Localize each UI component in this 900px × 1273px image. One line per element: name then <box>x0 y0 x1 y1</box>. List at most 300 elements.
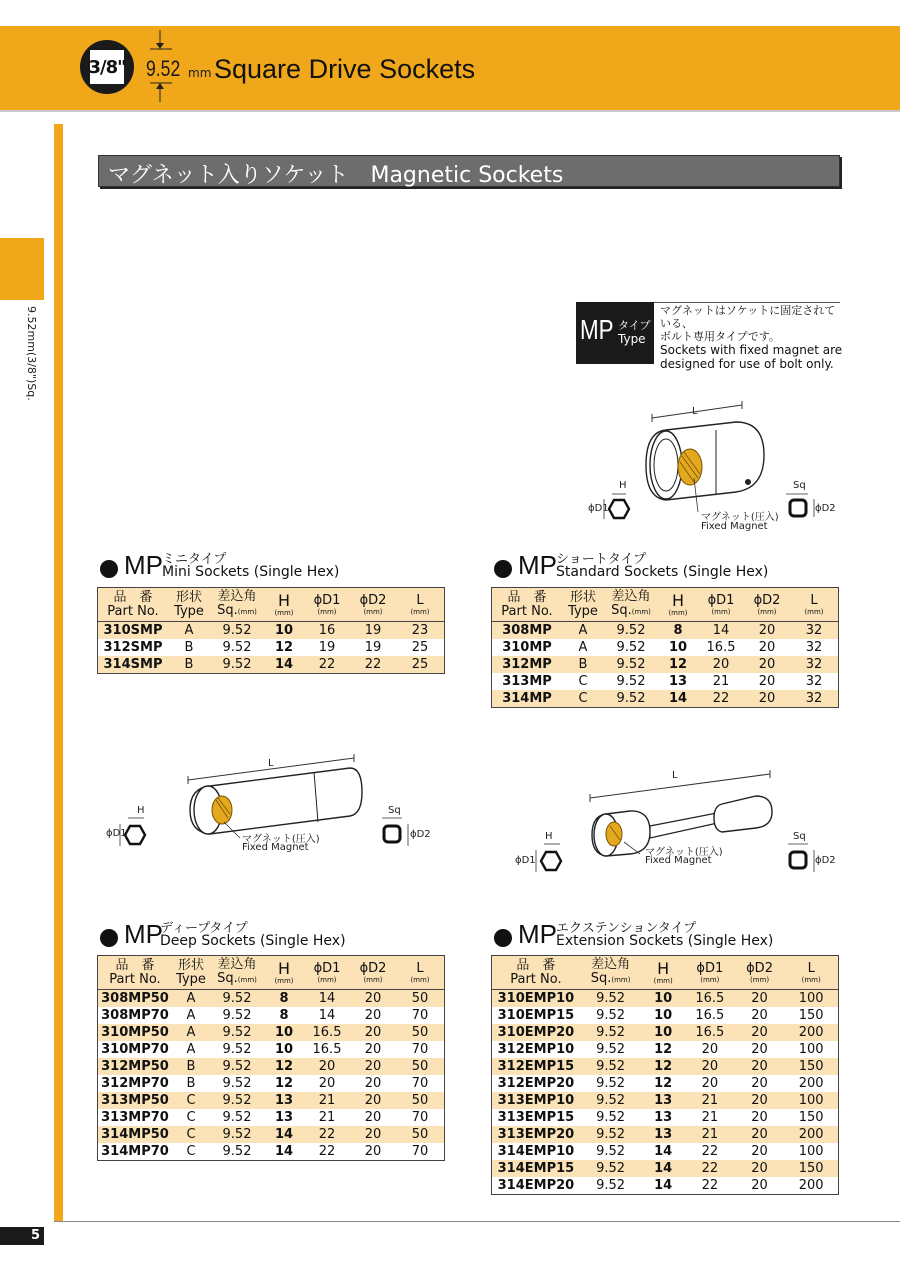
column-header-text: 品 番 <box>507 589 547 605</box>
column-header-text: H <box>671 590 685 610</box>
column-header-text: 差込角 <box>591 957 631 972</box>
hdr-type-jp: 形状 <box>175 589 202 605</box>
std-magnet-jp: マグネット(圧入) <box>701 512 779 523</box>
table-cell: 310MP <box>502 640 552 655</box>
table-cell: 20 <box>304 1058 350 1075</box>
table-cell: 14 <box>264 1126 304 1143</box>
hdr-h-unit: (mm) <box>274 608 294 617</box>
table-cell: 14 <box>698 622 744 640</box>
table-cell: 16.5 <box>695 1008 725 1023</box>
mp-desc-jp-2: ボルト専用タイプです。 <box>660 330 780 343</box>
column-header <box>744 588 790 622</box>
hex-bullet-icon <box>494 560 512 578</box>
table-cell: 308MP <box>492 622 563 640</box>
hdr-l: L <box>416 592 424 608</box>
mp-desc-jp-1: マグネットはソケットに固定されている、 <box>660 304 836 330</box>
table-cell: 70 <box>411 1076 429 1091</box>
table-cell: 20 <box>735 1177 785 1195</box>
table-cell: 313MP50 <box>98 1092 173 1109</box>
column-header-text: 品 番 <box>115 957 155 973</box>
table-cell: 20 <box>735 990 785 1008</box>
table-row <box>98 1024 445 1041</box>
table-row <box>492 1160 839 1177</box>
table-cell: 13 <box>264 1092 304 1109</box>
table-cell: B <box>168 656 210 674</box>
deep-header-row <box>98 956 445 990</box>
table-cell: 50 <box>396 1092 445 1109</box>
mp-desc-en-1: Sockets with fixed magnet are <box>660 343 843 357</box>
ext-magnet-en: Fixed Magnet <box>645 855 712 866</box>
drive-size-mm: 9.52 <box>146 56 181 81</box>
table-cell: 100 <box>798 1042 824 1057</box>
table-cell: B <box>184 640 194 655</box>
table-cell: 16.5 <box>706 640 736 655</box>
table-row <box>492 639 839 656</box>
column-header-text: 形状 <box>569 589 596 605</box>
column-header-text: ϕD1 <box>707 592 735 608</box>
table-cell: 9.52 <box>222 1042 252 1057</box>
page-number: 5 <box>0 1227 44 1245</box>
table-cell: 50 <box>396 1058 445 1075</box>
table-row <box>98 1092 445 1109</box>
table-cell: 16.5 <box>685 1024 735 1041</box>
table-cell: B <box>172 1058 210 1075</box>
column-header-text: Part No. <box>501 603 553 619</box>
table-cell: 10 <box>641 990 685 1008</box>
table-cell: 9.52 <box>596 1042 626 1057</box>
table-cell: 20 <box>701 1042 719 1057</box>
table-cell: 14 <box>304 990 350 1008</box>
table-cell: 20 <box>735 1160 785 1177</box>
column-header-text: L <box>807 960 815 976</box>
table-cell: 100 <box>784 990 838 1008</box>
table-cell: 314MP50 <box>98 1126 173 1143</box>
table-row <box>492 1177 839 1195</box>
table-cell: 70 <box>411 1008 429 1023</box>
mp-desc-en-2: designed for use of bolt only. <box>660 357 834 371</box>
table-row <box>98 1126 445 1143</box>
table-row <box>492 1024 839 1041</box>
table-cell: 314EMP15 <box>492 1160 580 1177</box>
table-row <box>98 1075 445 1092</box>
deep-title-jp: ディープタイプ <box>160 921 248 936</box>
table-row <box>492 656 839 673</box>
table-cell: 9.52 <box>596 1076 626 1091</box>
extension-title-en: Extension Sockets (Single Hex) <box>556 933 774 949</box>
mini-title-en: Mini Sockets (Single Hex) <box>162 564 340 580</box>
table-cell: 308MP70 <box>101 1008 169 1023</box>
table-cell: 9.52 <box>604 656 658 673</box>
column-header-text: Sq. <box>217 971 238 986</box>
table-cell: C <box>172 1092 210 1109</box>
table-cell: 22 <box>304 1126 350 1143</box>
table-cell: 14 <box>641 1160 685 1177</box>
deep-d1-label: ϕD1 <box>106 828 127 839</box>
column-header-text: Type <box>568 603 598 619</box>
extension-title-jp: エクステンションタイプ <box>556 921 697 936</box>
column-header <box>210 588 264 622</box>
table-cell: 19 <box>350 622 396 640</box>
table-cell: 150 <box>784 1058 838 1075</box>
table-cell: 310EMP15 <box>497 1008 575 1023</box>
column-header-text: H <box>657 958 670 978</box>
column-header-text: (mm) <box>749 975 770 984</box>
table-cell: 313EMP20 <box>492 1126 580 1143</box>
hdr-part-jp: 品 番 <box>113 589 153 605</box>
table-cell: 9.52 <box>580 1058 642 1075</box>
column-header-text: Sq. <box>611 603 632 618</box>
table-row <box>492 1143 839 1160</box>
table-cell: 12 <box>274 640 294 655</box>
column-header <box>580 956 642 990</box>
column-header-text: (mm) <box>363 975 383 984</box>
column-header <box>562 588 604 622</box>
table-cell: 314MP <box>492 690 563 708</box>
table-cell: 9.52 <box>580 1092 642 1109</box>
extension-code: MP <box>518 919 557 949</box>
column-header-text: ϕD1 <box>696 960 724 976</box>
column-header-text: (mm) <box>274 976 294 985</box>
table-cell: 14 <box>318 1008 336 1023</box>
hex-bullet-icon <box>100 560 118 578</box>
table-cell: 9.52 <box>596 1110 626 1125</box>
column-header-text: L <box>416 960 424 976</box>
table-cell: 9.52 <box>596 1144 626 1159</box>
table-cell: 10 <box>274 1042 294 1057</box>
column-header <box>396 588 445 622</box>
table-row <box>492 1092 839 1109</box>
deep-sq-label: Sq <box>388 805 401 816</box>
table-cell: C <box>172 1126 210 1143</box>
table-cell: 9.52 <box>210 622 264 640</box>
table-cell: 150 <box>798 1110 824 1125</box>
deep-title-en: Deep Sockets (Single Hex) <box>160 933 346 949</box>
table-cell: 313MP <box>502 674 552 689</box>
table-cell: 20 <box>364 1076 382 1091</box>
table-cell: 70 <box>396 1143 445 1161</box>
table-cell: 10 <box>641 1024 685 1041</box>
table-cell: 16.5 <box>312 1042 342 1057</box>
table-cell: 12 <box>274 1076 294 1091</box>
ext-d1-label: ϕD1 <box>515 855 536 866</box>
table-cell: 20 <box>701 1076 719 1091</box>
table-cell: 20 <box>751 1110 768 1125</box>
mini-header-row <box>98 588 445 622</box>
table-cell: 20 <box>350 1024 396 1041</box>
table-cell: 50 <box>396 990 445 1008</box>
table-cell: 21 <box>318 1110 336 1125</box>
hdr-d1: ϕD1 <box>313 592 341 608</box>
table-cell: 14 <box>264 1143 304 1161</box>
table-cell: 20 <box>744 690 790 708</box>
table-cell: 9.52 <box>222 1008 252 1023</box>
short-title-jp: ショートタイプ <box>556 552 647 567</box>
hdr-sq-unit: (mm) <box>237 608 257 616</box>
table-cell: 50 <box>396 1126 445 1143</box>
column-header <box>641 956 685 990</box>
table-cell: 12 <box>658 656 698 673</box>
table-row <box>492 1058 839 1075</box>
mp-type-jp: タイプ <box>618 319 651 332</box>
table-cell: 20 <box>735 1126 785 1143</box>
table-cell: C <box>186 1110 196 1125</box>
table-cell: 22 <box>304 1143 350 1161</box>
table-cell: 200 <box>784 1177 838 1195</box>
column-header-text: (mm) <box>611 976 631 984</box>
column-header-text: (mm) <box>801 975 821 984</box>
table-row <box>492 1075 839 1092</box>
table-cell: 9.52 <box>210 1092 264 1109</box>
table-cell: 314MP70 <box>98 1143 173 1161</box>
mini-spec-table <box>97 587 445 674</box>
table-cell: 9.52 <box>580 1126 642 1143</box>
column-header <box>604 588 658 622</box>
table-cell: 20 <box>744 656 790 673</box>
table-cell: 9.52 <box>210 990 264 1008</box>
table-cell: 16.5 <box>685 990 735 1008</box>
column-header-text: (mm) <box>757 607 777 616</box>
hdr-d2: ϕD2 <box>359 592 387 608</box>
table-cell: 9.52 <box>616 674 646 689</box>
ext-sq-label: Sq <box>793 831 806 842</box>
table-cell: 22 <box>698 690 744 708</box>
column-header <box>658 588 698 622</box>
table-cell: B <box>562 656 604 673</box>
table-cell: 14 <box>654 1144 673 1159</box>
table-cell: A <box>186 1008 196 1023</box>
table-cell: C <box>172 1143 210 1161</box>
table-cell: 8 <box>658 622 698 640</box>
column-header <box>350 588 396 622</box>
table-cell: 313EMP15 <box>497 1110 575 1125</box>
hdr-l-unit: (mm) <box>410 607 430 616</box>
table-cell: 9.52 <box>604 622 658 640</box>
table-cell: 312MP50 <box>98 1058 173 1075</box>
column-header-text: Part No. <box>510 971 562 987</box>
table-cell: 9.52 <box>210 1126 264 1143</box>
hex-bullet-icon <box>494 929 512 947</box>
hdr-sq-en: Sq. <box>217 603 238 618</box>
table-cell: 22 <box>350 656 396 674</box>
deep-magnet-jp: マグネット(圧入) <box>242 834 320 845</box>
table-row <box>492 1126 839 1143</box>
column-header <box>685 956 735 990</box>
table-cell: 313MP70 <box>101 1110 169 1125</box>
column-header <box>98 588 169 622</box>
column-header-text: ϕD2 <box>746 960 773 976</box>
ext-length-label: L <box>672 770 678 781</box>
deep-d2-label: ϕD2 <box>410 829 431 840</box>
table-row <box>492 990 839 1008</box>
column-header-text: (mm) <box>668 608 688 617</box>
column-header <box>264 956 304 990</box>
hdr-h: H <box>277 590 291 610</box>
std-length-label: L <box>692 406 698 417</box>
column-header-text: H <box>277 958 291 978</box>
hdr-sq-jp: 差込角 <box>217 589 257 604</box>
table-cell: 20 <box>350 1126 396 1143</box>
table-cell: 22 <box>304 656 350 674</box>
table-cell: 312MP <box>492 656 563 673</box>
column-header-text: (mm) <box>804 607 824 616</box>
table-cell: 310EMP20 <box>492 1024 580 1041</box>
column-header-text: ϕD1 <box>313 960 341 976</box>
column-header-text: (mm) <box>711 607 731 616</box>
table-cell: 12 <box>654 1042 673 1057</box>
section-title: マグネット入りソケット Magnetic Sockets <box>108 163 564 188</box>
drive-fraction: 3/8" <box>90 50 124 84</box>
table-cell: 9.52 <box>210 1143 264 1161</box>
column-header-text: 差込角 <box>217 957 257 972</box>
hdr-type-en: Type <box>174 603 204 619</box>
table-row <box>492 1041 839 1058</box>
table-cell: 25 <box>411 640 429 655</box>
table-cell: 314SMP <box>98 656 169 674</box>
column-header-text: (mm) <box>631 608 651 616</box>
table-row <box>492 690 839 708</box>
table-cell: 13 <box>641 1126 685 1143</box>
ext-magnet-jp: マグネット(圧入) <box>645 847 723 858</box>
table-cell: 312SMP <box>103 640 163 655</box>
table-cell: 9.52 <box>210 1058 264 1075</box>
table-cell: A <box>172 990 210 1008</box>
table-cell: 9.52 <box>580 1160 642 1177</box>
table-cell: 312EMP10 <box>497 1042 575 1057</box>
table-row <box>98 1058 445 1075</box>
table-cell: 25 <box>396 656 445 674</box>
table-cell: 314EMP20 <box>492 1177 580 1195</box>
table-cell: 21 <box>685 1126 735 1143</box>
side-label: 9.52mm(3/8")Sq. <box>25 306 38 401</box>
table-cell: 310MP70 <box>101 1042 169 1057</box>
mp-type-en: Type <box>618 332 646 346</box>
column-header-text: (mm) <box>237 976 257 984</box>
column-header-text: 品 番 <box>516 957 556 973</box>
table-cell: 16.5 <box>304 1024 350 1041</box>
table-row <box>492 1007 839 1024</box>
table-cell: 20 <box>758 674 776 689</box>
column-header <box>350 956 396 990</box>
table-cell: 9.52 <box>616 640 646 655</box>
table-cell: 14 <box>264 656 304 674</box>
table-cell: 150 <box>798 1008 824 1023</box>
mp-type-rule <box>654 302 840 303</box>
hdr-d2-unit: (mm) <box>363 607 383 616</box>
extension-spec-table <box>491 955 839 1195</box>
mp-type-description <box>660 304 844 371</box>
table-cell: 21 <box>685 1092 735 1109</box>
table-cell: 13 <box>654 1110 673 1125</box>
table-cell: A <box>562 622 604 640</box>
table-cell: 10 <box>654 1008 673 1023</box>
table-cell: 20 <box>751 1008 768 1023</box>
table-cell: 20 <box>758 640 776 655</box>
hex-bullet-icon <box>100 929 118 947</box>
short-spec-table <box>491 587 839 708</box>
table-cell: 13 <box>641 1092 685 1109</box>
table-cell: A <box>578 640 588 655</box>
table-cell: 23 <box>396 622 445 640</box>
column-header <box>264 588 304 622</box>
table-cell: 20 <box>350 990 396 1008</box>
table-cell: 20 <box>364 1110 382 1125</box>
table-cell: 20 <box>698 656 744 673</box>
extension-header-row <box>492 956 839 990</box>
table-cell: 308MP50 <box>98 990 173 1008</box>
table-cell: 100 <box>784 1092 838 1109</box>
column-header-text: (mm) <box>317 975 337 984</box>
header-divider <box>0 110 900 112</box>
mini-title-jp: ミニタイプ <box>162 552 227 567</box>
table-row <box>492 622 839 640</box>
footer-divider <box>54 1221 900 1222</box>
column-header <box>698 588 744 622</box>
table-cell: 150 <box>784 1160 838 1177</box>
column-header <box>304 588 350 622</box>
table-cell: 13 <box>668 674 688 689</box>
column-header-text: ϕD2 <box>753 592 781 608</box>
column-header <box>492 588 563 622</box>
deep-magnet-en: Fixed Magnet <box>242 842 309 853</box>
drive-size-badge <box>80 40 134 94</box>
table-row <box>98 1007 445 1024</box>
table-cell: 22 <box>685 1160 735 1177</box>
table-cell: 9.52 <box>210 1024 264 1041</box>
column-header <box>168 588 210 622</box>
column-header <box>492 956 580 990</box>
table-row <box>98 1041 445 1058</box>
table-row <box>98 1143 445 1161</box>
table-cell: 32 <box>790 690 839 708</box>
table-cell: 21 <box>304 1092 350 1109</box>
drive-unit: mm <box>188 66 212 80</box>
table-cell: 16 <box>304 622 350 640</box>
table-row <box>492 673 839 690</box>
table-cell: 8 <box>264 990 304 1008</box>
short-header-row <box>492 588 839 622</box>
short-code: MP <box>518 550 557 580</box>
table-cell: 9.52 <box>580 990 642 1008</box>
table-cell: 32 <box>805 640 823 655</box>
table-cell: 20 <box>751 1144 768 1159</box>
table-cell: 22 <box>685 1177 735 1195</box>
table-cell: 20 <box>364 1008 382 1023</box>
table-cell: B <box>186 1076 196 1091</box>
column-header-text: (mm) <box>410 975 430 984</box>
table-cell: 10 <box>264 622 304 640</box>
table-cell: 32 <box>805 674 823 689</box>
table-cell: 19 <box>318 640 336 655</box>
table-cell: 9.52 <box>222 640 252 655</box>
table-cell: A <box>168 622 210 640</box>
table-cell: 8 <box>279 1008 289 1023</box>
std-d1-label: ϕD1 <box>588 503 609 514</box>
table-cell: 20 <box>751 1076 768 1091</box>
table-cell: 21 <box>701 1110 719 1125</box>
table-row <box>98 1109 445 1126</box>
table-row <box>98 622 445 640</box>
table-cell: 9.52 <box>222 1110 252 1125</box>
table-cell: 313EMP10 <box>492 1092 580 1109</box>
table-cell: 32 <box>790 656 839 673</box>
table-cell: 20 <box>318 1076 336 1091</box>
hdr-part-en: Part No. <box>107 603 159 619</box>
table-cell: 20 <box>350 1058 396 1075</box>
table-cell: 20 <box>685 1058 735 1075</box>
table-row <box>98 990 445 1008</box>
table-cell: 312EMP20 <box>497 1076 575 1091</box>
table-cell: 70 <box>411 1042 429 1057</box>
